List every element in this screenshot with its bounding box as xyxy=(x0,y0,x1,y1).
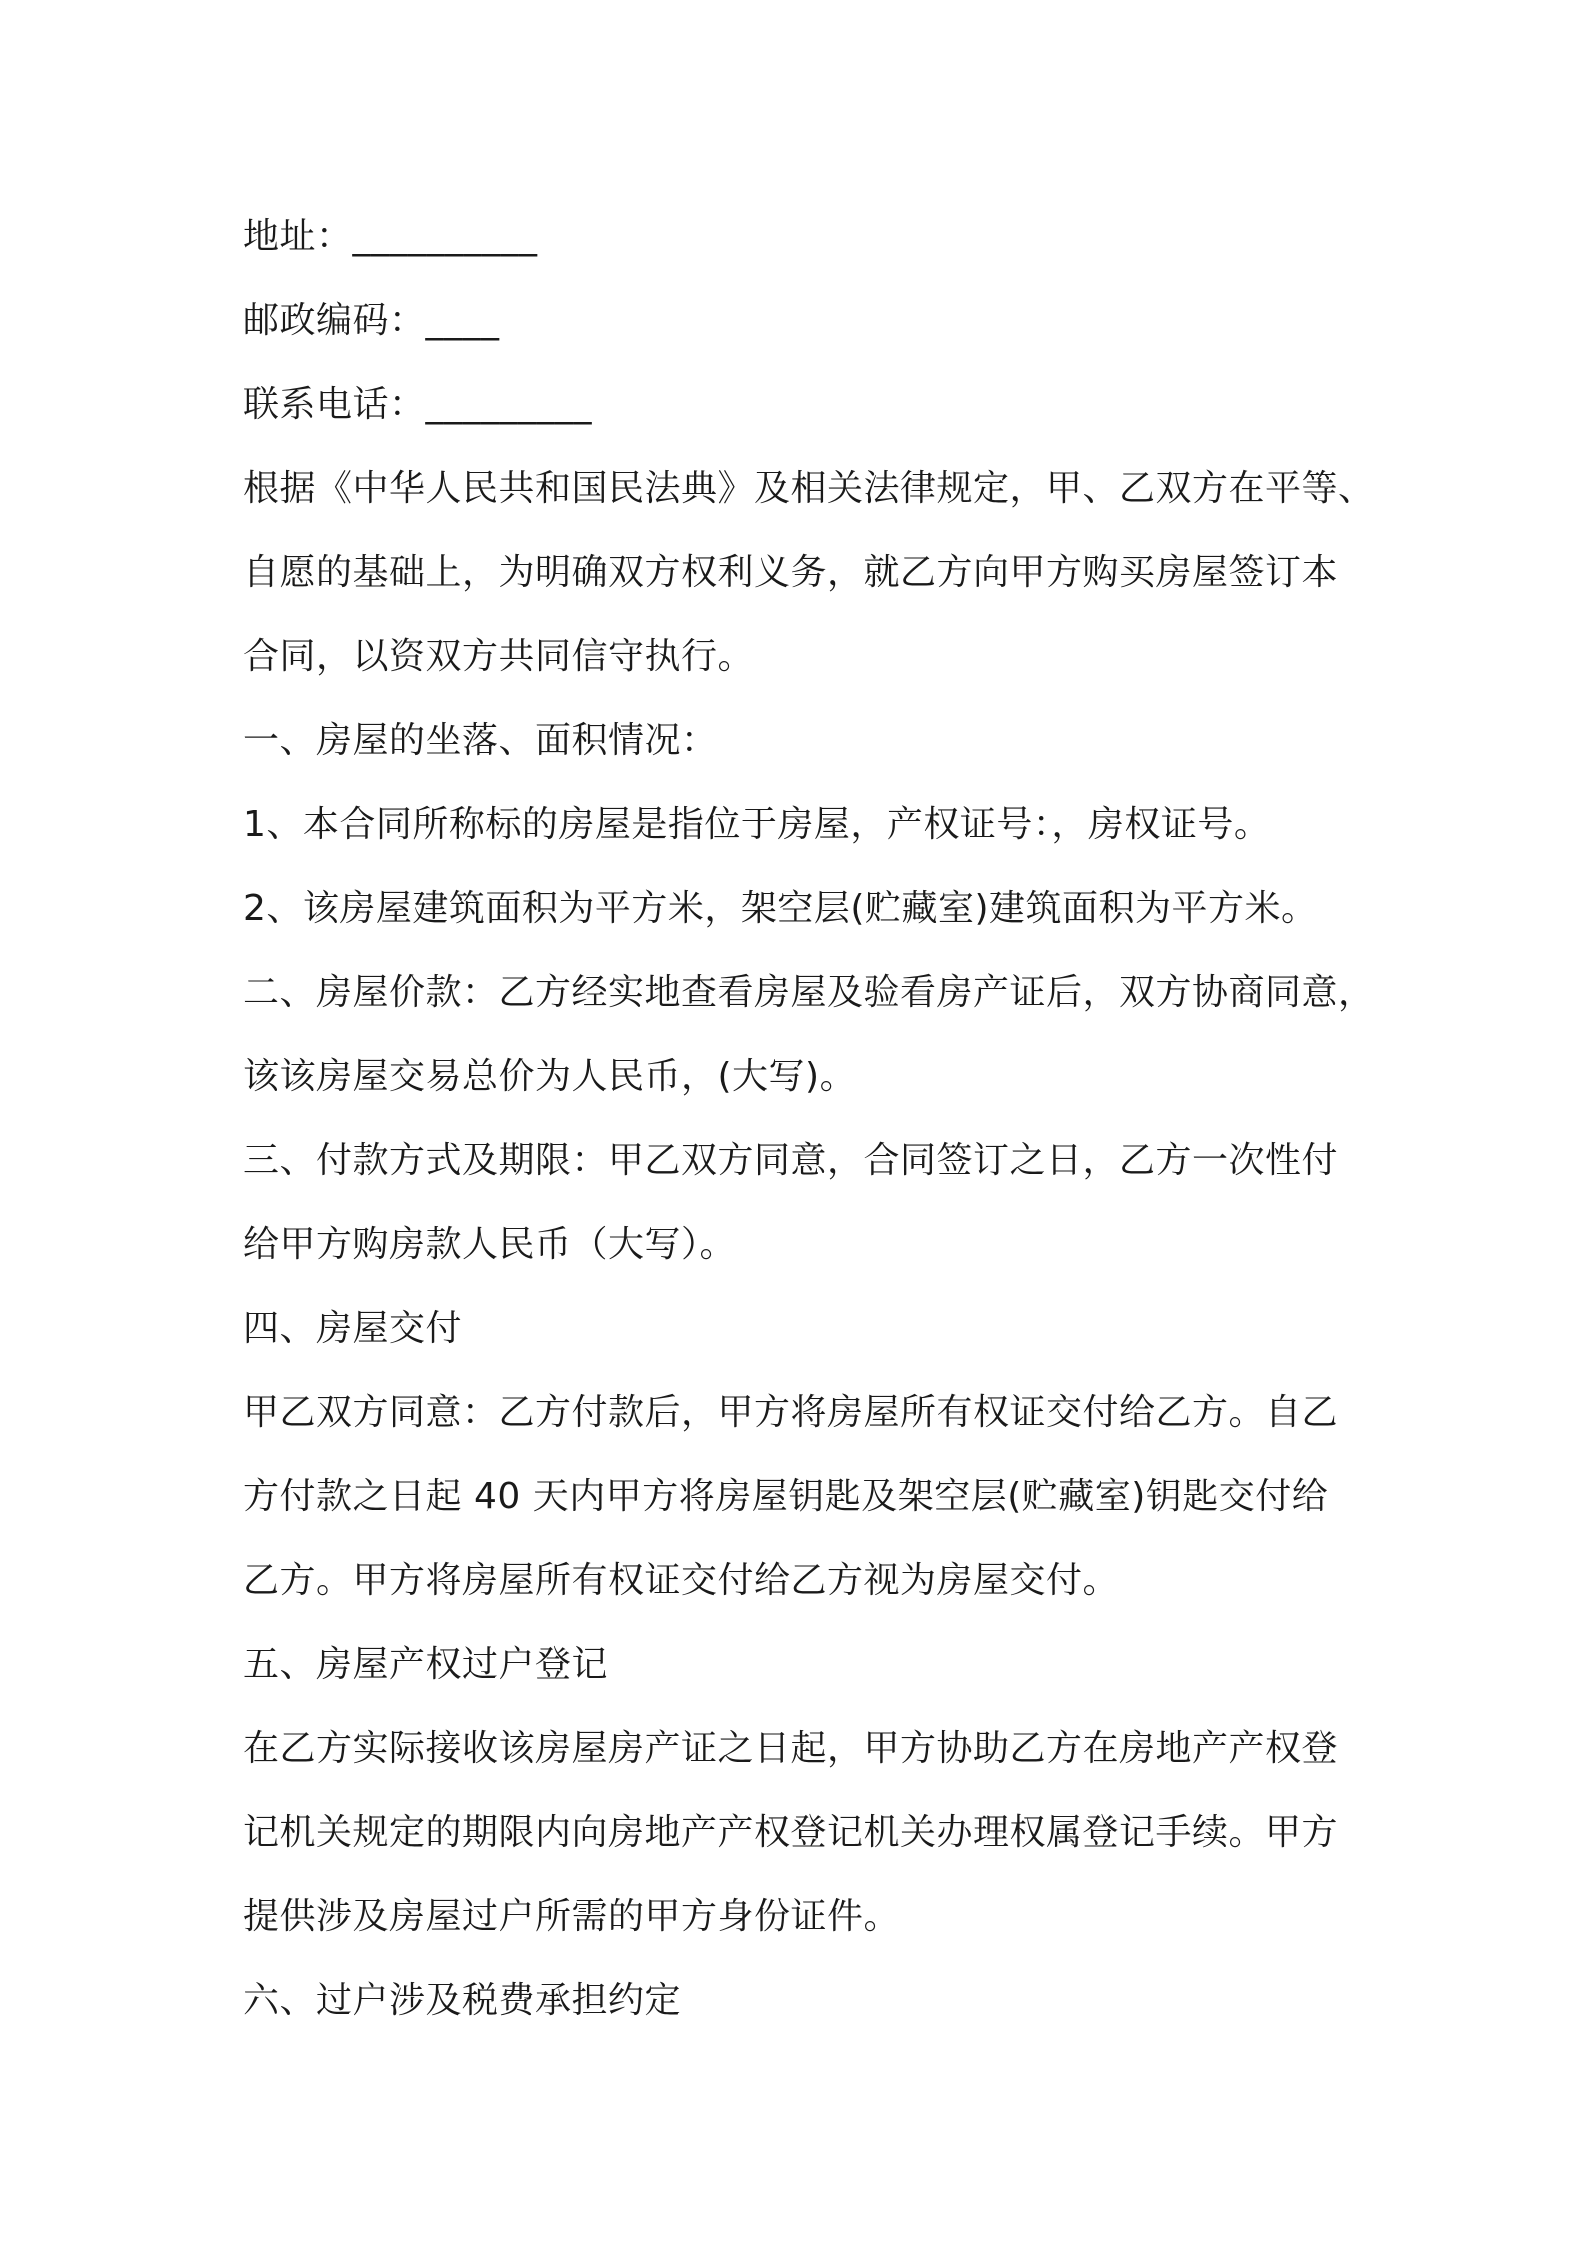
text-line: 给甲方购房款人民币（大写）。 xyxy=(243,1224,737,1265)
section-3-paragraph xyxy=(243,1119,1363,1287)
text-line: 记机关规定的期限内向房地产产权登记机关办理权属登记手续。甲方 xyxy=(243,1812,1339,1853)
text-line: 三、付款方式及期限：甲乙双方同意，合同签订之日，乙方一次性付 xyxy=(243,1140,1339,1181)
document-body xyxy=(243,195,1375,2043)
clause-1-2: 2、该房屋建筑面积为平方米，架空层(贮藏室)建筑面积为平方米。 xyxy=(243,888,1318,929)
section-heading-6: 六、过户涉及税费承担约定 xyxy=(243,1980,682,2021)
section-heading-5: 五、房屋产权过户登记 xyxy=(243,1644,609,1685)
address-field: 地址：__________ xyxy=(243,216,538,257)
section-heading-1: 一、房屋的坐落、面积情况： xyxy=(243,720,718,761)
section-4-paragraph xyxy=(243,1371,1363,1623)
text-line: 合同，以资双方共同信守执行。 xyxy=(243,636,755,677)
text-line: 在乙方实际接收该房屋房产证之日起，甲方协助乙方在房地产产权登 xyxy=(243,1728,1339,1769)
text-line: 该该房屋交易总价为人民币，(大写)。 xyxy=(243,1056,857,1097)
postal-code-field: 邮政编码：____ xyxy=(243,300,500,341)
text-line: 甲乙双方同意：乙方付款后，甲方将房屋所有权证交付给乙方。自乙 xyxy=(243,1392,1339,1433)
text-line: 提供涉及房屋过户所需的甲方身份证件。 xyxy=(243,1896,901,1937)
phone-field: 联系电话：_________ xyxy=(243,384,593,425)
clause-1-1: 1、本合同所称标的房屋是指位于房屋，产权证号：，房权证号。 xyxy=(243,804,1271,845)
text-line: 二、房屋价款：乙方经实地查看房屋及验看房产证后，双方协商同意， xyxy=(243,972,1375,1013)
text-line: 方付款之日起 40 天内甲方将房屋钥匙及架空层(贮藏室)钥匙交付给 xyxy=(243,1476,1329,1517)
section-2-paragraph xyxy=(243,951,1375,1119)
text-line: 自愿的基础上，为明确双方权利义务，就乙方向甲方购买房屋签订本 xyxy=(243,552,1339,593)
text-line: 根据《中华人民共和国民法典》及相关法律规定，甲、乙双方在平等、 xyxy=(243,468,1375,509)
section-5-paragraph xyxy=(243,1707,1363,1959)
preamble-paragraph xyxy=(243,447,1375,699)
section-heading-4: 四、房屋交付 xyxy=(243,1308,463,1349)
text-line: 乙方。甲方将房屋所有权证交付给乙方视为房屋交付。 xyxy=(243,1560,1120,1601)
